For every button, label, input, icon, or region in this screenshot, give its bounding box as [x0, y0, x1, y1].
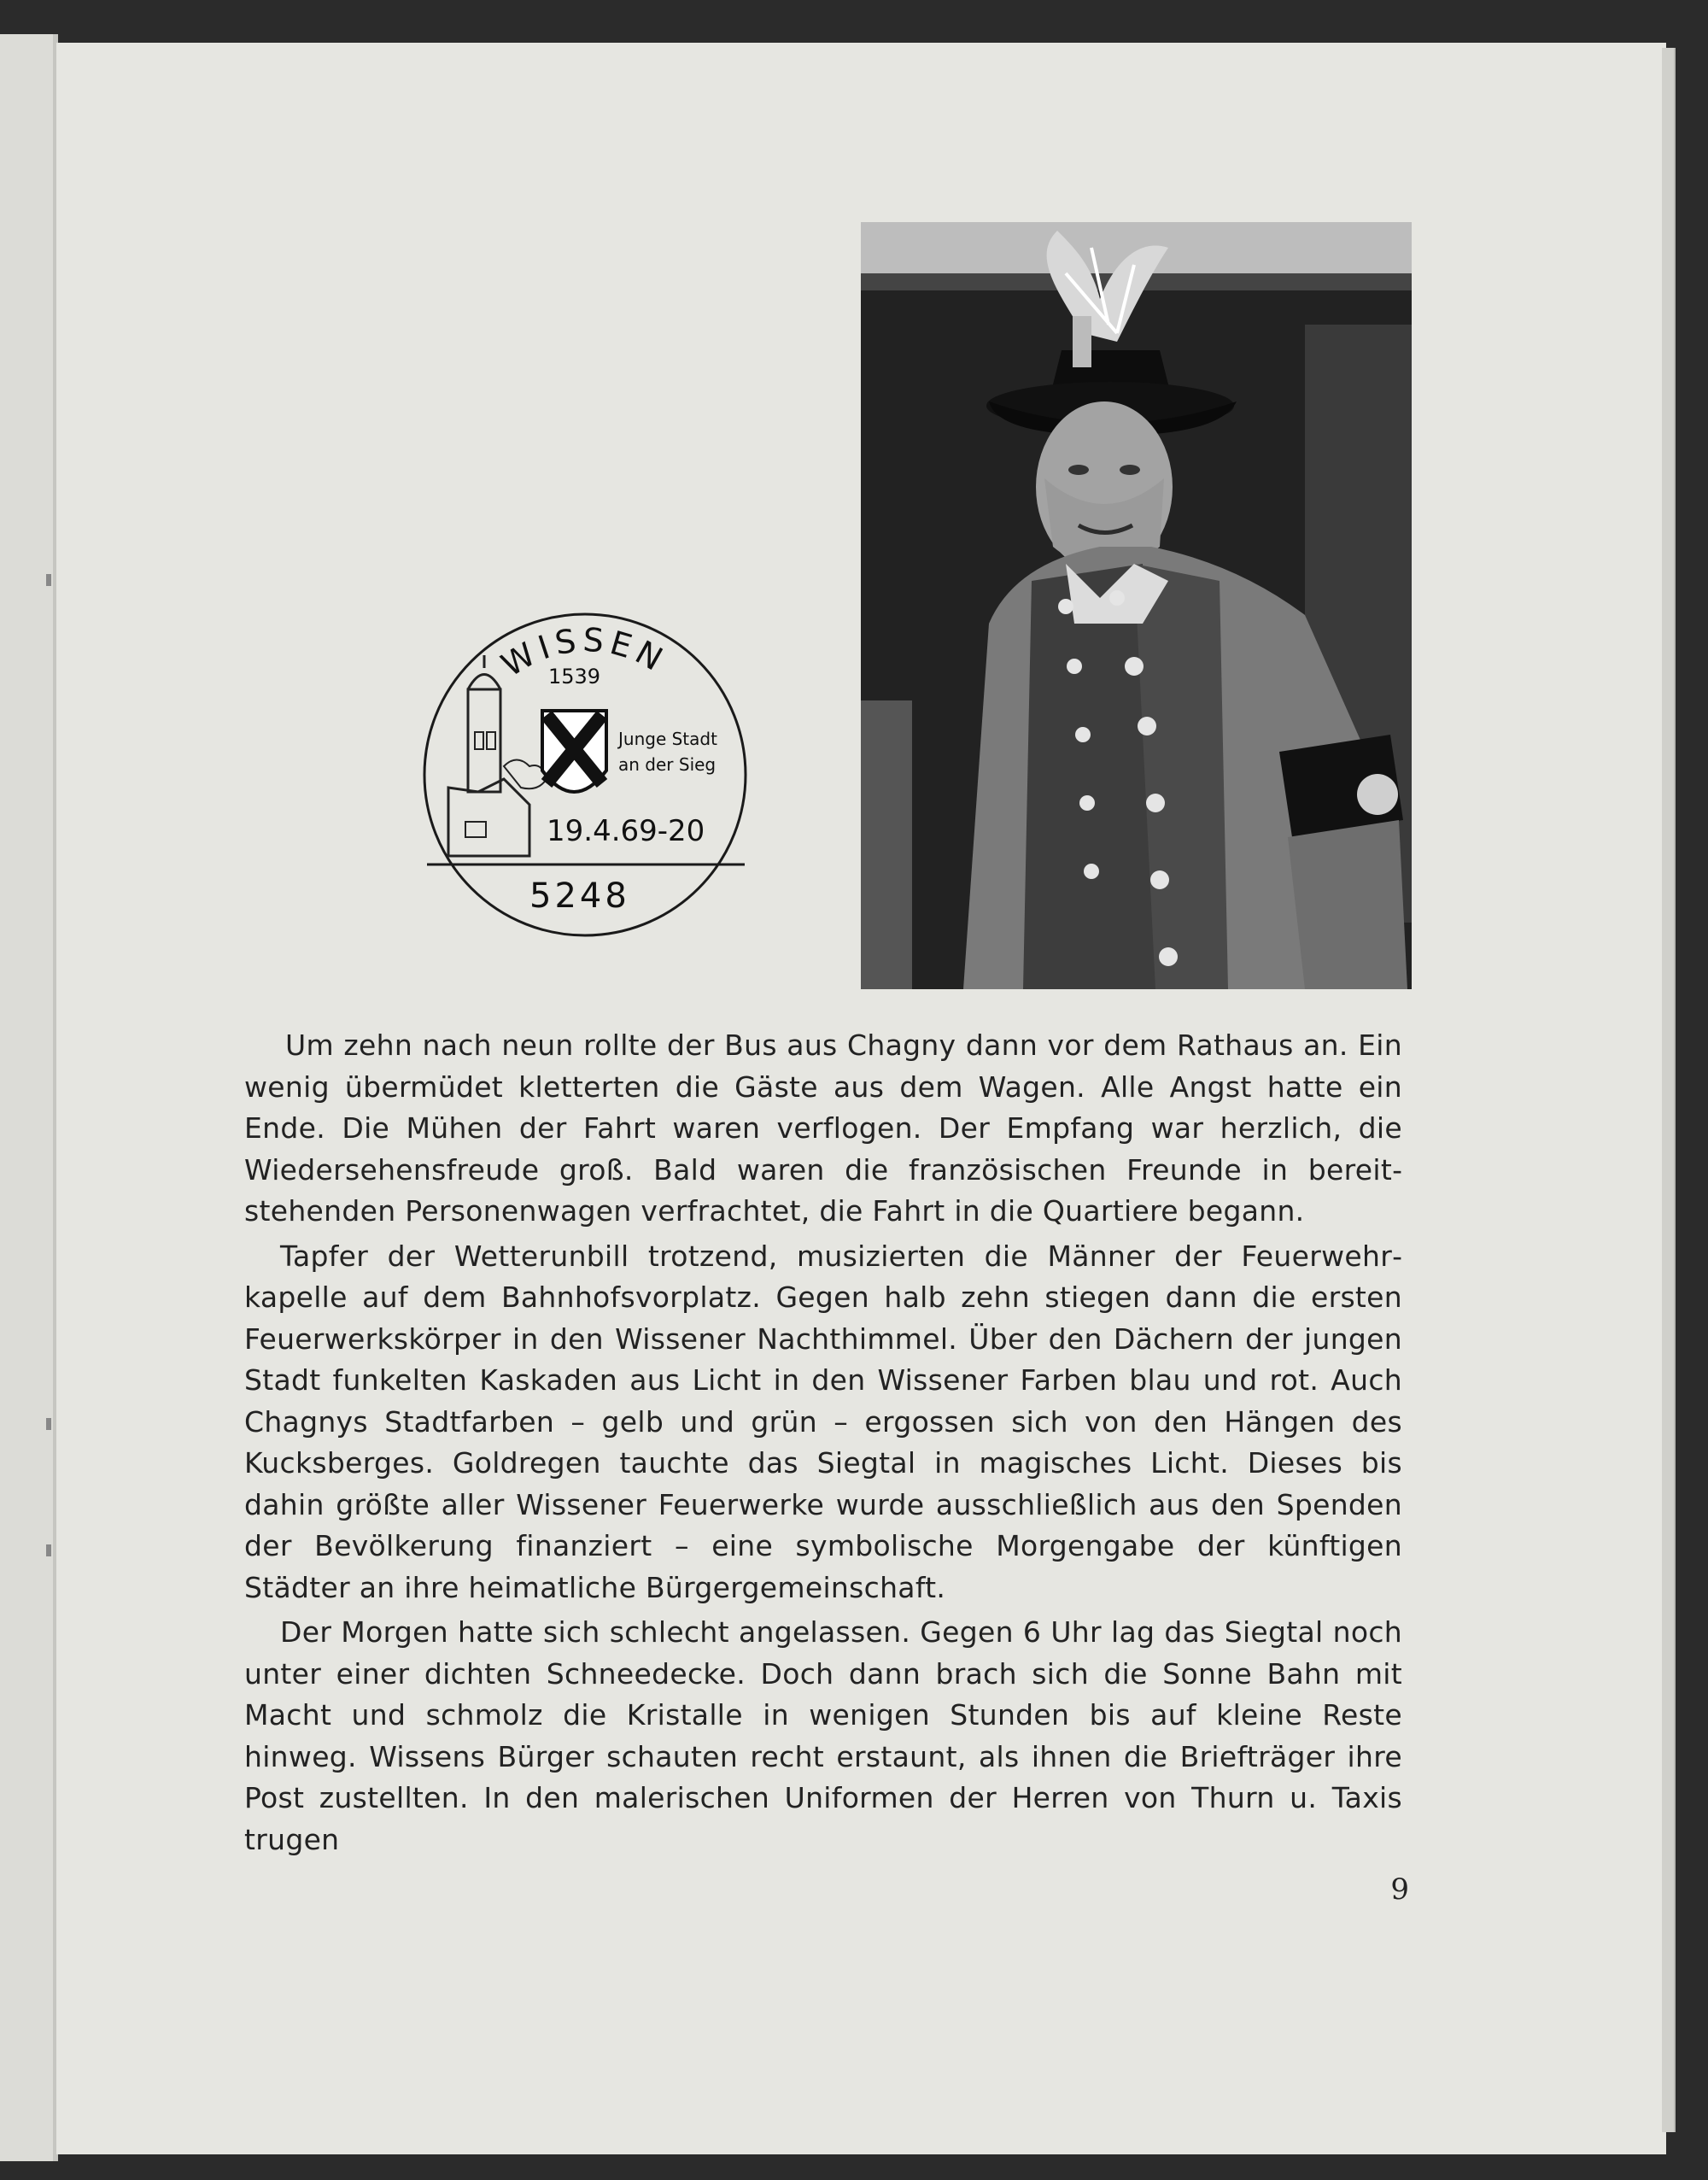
body-text — [244, 1025, 1402, 1864]
page-number: 9 — [1390, 1872, 1409, 1907]
stamp-motto-line1: Junge Stadt — [618, 729, 717, 749]
left-page-edge — [0, 34, 56, 2161]
binding-staple — [46, 574, 51, 586]
paragraph: Tapfer der Wetterunbill trotzend, musizierten die Männer der Feuerwehrkapelle auf dem Bahnhofsvorplatz. Gegen halb zehn stiegen dann die ersten Feuerwerkskörper in den Wissener Nachthimmel. Über den Dächern der jungen Stadt funkelten Kaskaden aus Licht in den Wissener Farben blau und rot. Auch Chagnys Stadtfarben – gelb und grün – ergossen sich von den Hängen des Kucksberges. Goldregen tauchte das Siegtal in magisches Licht. Dieses bis dahin größte aller Wissener Feuerwerke wurde ausschließlich aus den Spenden der Bevölkerung finanziert – eine symbolische Morgengabe der künftigen Städter an ihre heimatliche Bürgergemeinschaft. — [244, 1239, 1402, 1604]
stamp-town: WISSEN — [494, 620, 674, 684]
postmark-stamp — [418, 608, 752, 941]
paragraph: Um zehn nach neun rollte der Bus aus Chagny dann vor dem Rathaus an. Ein wenig übermüdet kletterten die Gäste aus dem Wagen. Alle Angst hatte ein Ende. Die Mühen der Fahrt waren verflogen. Der Empfang war herzlich, die Wiedersehensfreude groß. Bald waren die französischen Freunde in bereitstehenden Personenwagen verfrachtet, die Fahrt in die Quartiere begann. — [244, 1028, 1402, 1228]
postman-photo — [861, 222, 1412, 989]
stamp-year: 1539 — [548, 665, 601, 689]
binding-staple — [46, 1544, 51, 1556]
stamp-date: 19.4.69-20 — [547, 814, 705, 848]
paragraph: Der Morgen hatte sich schlecht angelassen. Gegen 6 Uhr lag das Siegtal noch unter einer dichten Schneedecke. Doch dann brach sich die Sonne Bahn mit Macht und schmolz die Kristalle in wenigen Stunden bis auf kleine Reste hinweg. Wissens Bürger schauten recht erstaunt, als ihnen die Briefträger ihre Post zustellten. In den malerischen Uniformen der Herren von Thurn u. Taxis trugen — [244, 1615, 1402, 1856]
stamp-postcode: 5248 — [529, 876, 630, 916]
stamp-motto-line2: an der Sieg — [618, 754, 717, 775]
binding-staple — [46, 1418, 51, 1430]
page-stack-edge — [1662, 48, 1676, 2132]
